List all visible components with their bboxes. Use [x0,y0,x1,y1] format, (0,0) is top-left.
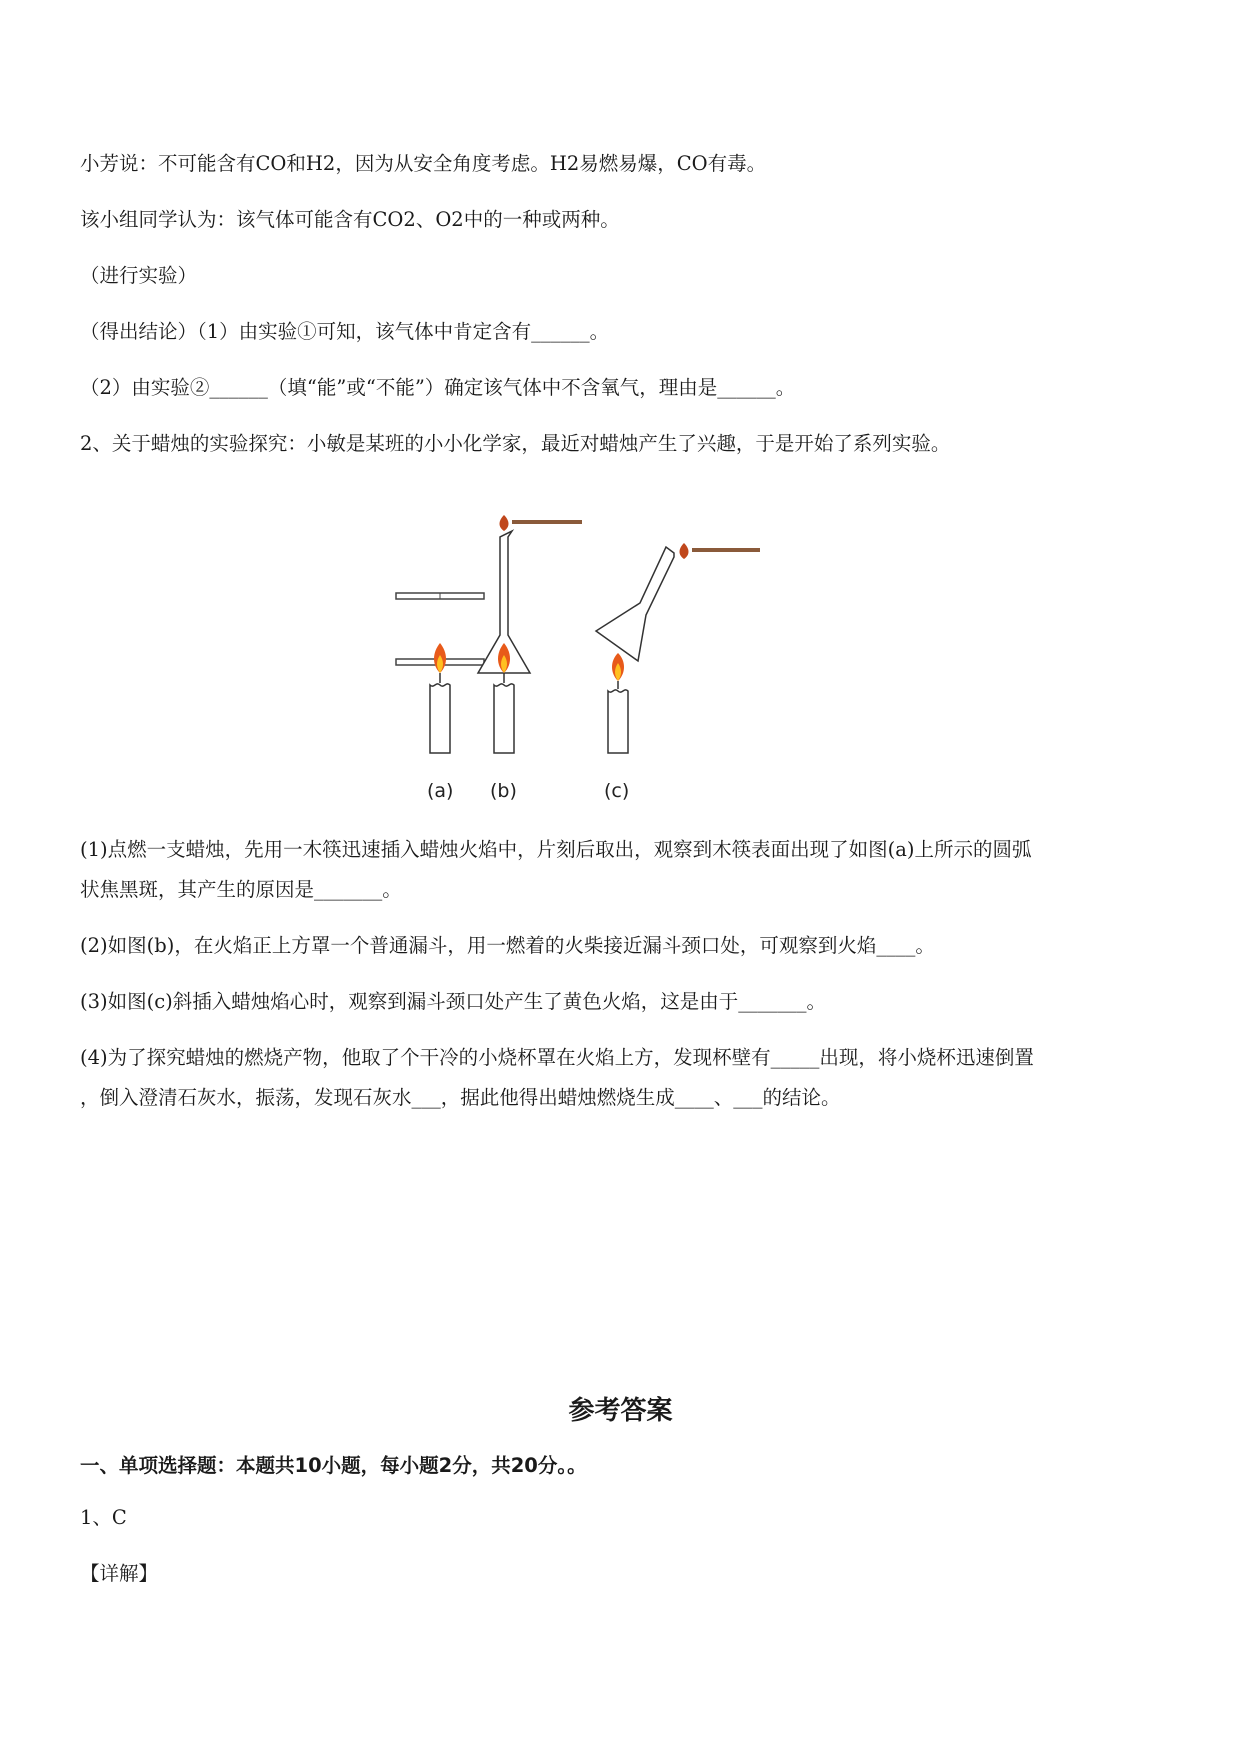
line-1: 小芳说：不可能含有CO和H2，因为从安全角度考虑。H2易燃易爆，CO有毒。 [80,152,767,175]
line-12: ，倒入澄清石灰水，振荡，发现石灰水___，据此他得出蜡烛燃烧生成____、___的结论。 [80,1086,841,1109]
caption-c: (c) [604,780,630,802]
line-4: （得出结论）（1）由实验①可知，该气体中肯定含有______。 [80,320,610,343]
line-5: （2）由实验②______（填“能”或“不能”）确定该气体中不含氧气，理由是______。 [80,376,796,399]
answers-section-heading: 一、单项选择题：本题共10小题，每小题2分，共20分。。 [80,1454,587,1477]
caption-a: (a) [427,780,454,802]
answer-q1: 1、C [80,1506,127,1529]
line-6: 2、关于蜡烛的实验探究：小敏是某班的小小化学家，最近对蜡烛产生了兴趣，于是开始了系列实验。 [80,432,951,455]
line-10: (3)如图(c)斜插入蜡烛焰心时，观察到漏斗颈口处产生了黄色火焰，这是由于_______。 [80,990,827,1013]
figure-a [396,593,484,802]
line-7: (1)点燃一支蜡烛，先用一木筷迅速插入蜡烛火焰中，片刻后取出，观察到木筷表面出现了如图(a)上所示的圆弧 [80,838,1032,861]
line-11: (4)为了探究蜡烛的燃烧产物，他取了个干冷的小烧杯罩在火焰上方，发现杯壁有_____出现，将小烧杯迅速倒置 [80,1046,1034,1069]
answer-detail: 【详解】 [80,1562,159,1585]
line-8: 状焦黑斑，其产生的原因是_______。 [80,878,402,901]
figure-b [478,515,582,802]
figure-c [596,543,760,802]
line-2: 该小组同学认为：该气体可能含有CO2、O2中的一种或两种。 [80,208,620,231]
line-3: （进行实验） [80,264,198,287]
answers-title: 参考答案 [568,1396,673,1426]
candle-experiment-figure [380,495,860,815]
line-9: (2)如图(b)，在火焰正上方罩一个普通漏斗，用一燃着的火柴接近漏斗颈口处，可观察到火焰____。 [80,934,935,957]
caption-b: (b) [490,780,517,802]
